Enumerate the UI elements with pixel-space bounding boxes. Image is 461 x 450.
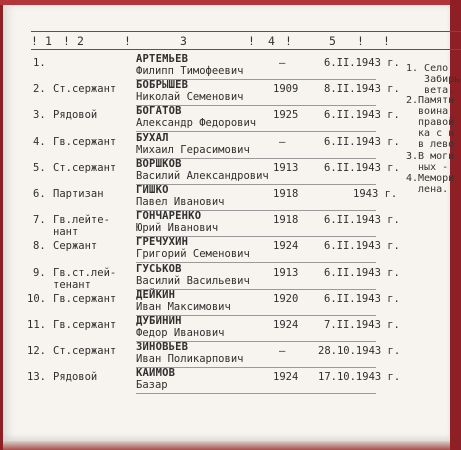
row-death-date: 28.10.1943 г. xyxy=(318,345,401,357)
row-number: 11. xyxy=(27,319,46,331)
row-birth-year: 1913 xyxy=(273,162,299,174)
note-line: 2.Памятн xyxy=(406,95,455,106)
row-birth-year: 1924 xyxy=(273,240,299,252)
row-rank: Гв.сержант xyxy=(53,136,117,148)
row-birth-year: — xyxy=(279,136,286,148)
row-birth-year: 1924 xyxy=(273,371,299,383)
row-number: 2. xyxy=(33,83,46,95)
row-underline xyxy=(136,131,376,132)
row-rank: Гв.сержант xyxy=(53,293,117,305)
row-death-date: 7.II.1943 г. xyxy=(324,319,400,331)
row-surname: ЗИНОВЬЕВ xyxy=(136,341,189,353)
header-col-2: 2 xyxy=(77,34,84,48)
row-death-date: 1943 г. xyxy=(353,188,398,200)
row-rank: Гв.сержант xyxy=(53,319,117,331)
row-surname: ВОРШКОВ xyxy=(136,158,182,170)
note-line: Забирь xyxy=(406,74,461,85)
row-given-names: Николай Семенович xyxy=(136,91,244,103)
register-page xyxy=(3,5,461,441)
row-number: 4. xyxy=(33,136,46,148)
row-death-date: 6.II.1943 г. xyxy=(324,240,400,252)
row-surname: ДУБИНИН xyxy=(136,315,182,327)
row-death-date: 6.II.1943 г. xyxy=(324,57,400,69)
row-underline xyxy=(136,184,376,185)
note-line: в лево xyxy=(406,139,455,150)
row-given-names: Федор Иванович xyxy=(136,327,225,339)
row-birth-year: 1918 xyxy=(273,214,299,226)
row-given-names: Василий Васильевич xyxy=(136,275,250,287)
row-number: 7. xyxy=(33,214,46,226)
row-number: 5. xyxy=(33,162,46,174)
note-line: 4.Мемори xyxy=(406,173,455,184)
row-surname: АРТЕМЬЕВ xyxy=(136,53,189,65)
header-bang: ! xyxy=(63,34,70,48)
row-birth-year: 1918 xyxy=(273,188,299,200)
row-given-names: Павел Иванович xyxy=(136,196,225,208)
header-bang: ! xyxy=(357,34,364,48)
row-surname: ГОНЧАРЕНКО xyxy=(136,210,202,222)
row-death-date: 6.II.1943 г. xyxy=(324,109,400,121)
row-birth-year: 1909 xyxy=(273,83,299,95)
row-death-date: 6.II.1943 г. xyxy=(324,136,400,148)
row-given-names: Василий Александрович xyxy=(136,170,269,182)
row-number: 9. xyxy=(33,267,46,279)
row-birth-year: 1925 xyxy=(273,109,299,121)
note-line: 3.В моги xyxy=(406,151,455,162)
row-given-names: Александр Федорович xyxy=(136,117,257,129)
header-col-4: 4 xyxy=(268,34,275,48)
row-rank: Партизан xyxy=(53,188,104,200)
header-col-1: 1 xyxy=(45,34,52,48)
header-col-3: 3 xyxy=(180,34,187,48)
row-given-names: Григорий Семенович xyxy=(136,248,250,260)
note-line: лена. xyxy=(406,184,449,195)
row-death-date: 17.10.1943 г. xyxy=(318,371,401,383)
row-surname: КАИМОВ xyxy=(136,367,176,379)
row-death-date: 6.II.1943 г. xyxy=(324,162,400,174)
note-line: вета. xyxy=(406,85,455,96)
row-number: 8. xyxy=(33,240,46,252)
row-rank: Гв.ст.лей- xyxy=(53,267,117,279)
row-number: 13. xyxy=(27,371,46,383)
row-underline xyxy=(136,393,376,394)
row-rank: Рядовой xyxy=(53,371,98,383)
row-given-names: Базар xyxy=(136,379,168,391)
note-line: ка с н xyxy=(406,128,455,139)
row-rank: Ст.сержант xyxy=(53,162,117,174)
row-surname: ГИШКО xyxy=(136,184,169,196)
header-col-5: 5 xyxy=(329,34,336,48)
row-rank: Ст.сержант xyxy=(53,345,117,357)
row-rank-cont: тенант xyxy=(53,279,91,291)
header-bang: ! xyxy=(31,34,38,48)
row-number: 10. xyxy=(27,293,46,305)
row-given-names: Иван Максимович xyxy=(136,301,231,313)
row-given-names: Михаил Герасимович xyxy=(136,144,250,156)
header-bottom-rule xyxy=(31,49,461,50)
row-death-date: 6.II.1943 г. xyxy=(324,293,400,305)
note-line: ных - xyxy=(406,162,449,173)
header-bang: ! xyxy=(124,34,131,48)
row-number: 3. xyxy=(33,109,46,121)
row-death-date: 6.II.1943 г. xyxy=(324,214,400,226)
row-surname: БУХАЛ xyxy=(136,132,169,144)
row-number: 6. xyxy=(33,188,46,200)
note-line: воина xyxy=(406,106,449,117)
row-birth-year: — xyxy=(279,57,286,69)
row-surname: ДЕЙКИН xyxy=(136,289,176,301)
note-line: правой xyxy=(406,117,455,128)
note-line: 1. Село xyxy=(406,63,449,74)
row-rank-cont: нант xyxy=(53,226,79,238)
row-surname: БОБРЫШЕВ xyxy=(136,79,189,91)
row-number: 1. xyxy=(33,57,46,69)
page-edge xyxy=(3,441,450,450)
row-birth-year: 1920 xyxy=(273,293,299,305)
row-surname: ГРЕЧУХИН xyxy=(136,236,189,248)
row-birth-year: 1913 xyxy=(273,267,299,279)
row-rank: Ст.сержант xyxy=(53,83,117,95)
row-surname: ГУСЬКОВ xyxy=(136,263,182,275)
row-birth-year: — xyxy=(279,345,286,357)
row-given-names: Иван Поликарпович xyxy=(136,353,244,365)
row-death-date: 8.II.1943 г. xyxy=(324,83,400,95)
row-given-names: Юрий Иванович xyxy=(136,222,219,234)
row-surname: БОГАТОВ xyxy=(136,105,182,117)
header-bang: ! xyxy=(285,34,292,48)
header-bang: ! xyxy=(383,34,390,48)
row-given-names: Филипп Тимофеевич xyxy=(136,65,244,77)
row-rank: Гв.лейте- xyxy=(53,214,110,226)
row-rank: Сержант xyxy=(53,240,98,252)
header-bang: ! xyxy=(248,34,255,48)
row-birth-year: 1924 xyxy=(273,319,299,331)
row-death-date: 6.II.1943 г. xyxy=(324,267,400,279)
row-number: 12. xyxy=(27,345,46,357)
row-rank: Рядовой xyxy=(53,109,98,121)
header-top-rule xyxy=(31,31,461,32)
